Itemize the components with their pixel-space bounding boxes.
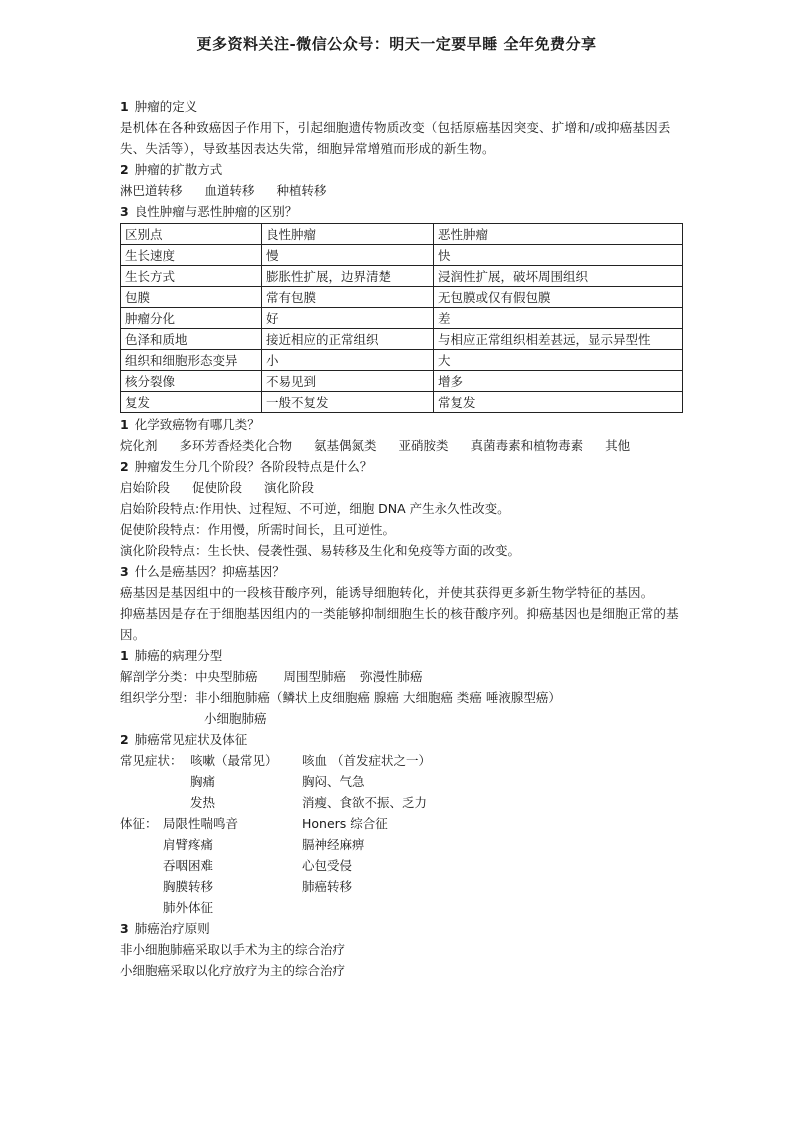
symptom-item: 胸闷、气急 (302, 774, 365, 789)
sign-item: 膈神经麻痹 (302, 837, 365, 852)
list-item: 弥漫性肺癌 (360, 669, 423, 684)
list-item: 血道转移 (204, 183, 255, 198)
section-heading (120, 645, 690, 666)
table-header-row (121, 224, 683, 245)
section-number: 1 (120, 417, 129, 432)
table-cell: 包膜 (121, 287, 262, 308)
list-item: 小细胞肺癌 (204, 711, 267, 726)
section-title: 化学致癌物有哪几类？ (134, 417, 260, 432)
table-header: 恶性肿瘤 (434, 224, 683, 245)
table-row (121, 308, 683, 329)
section-heading (120, 96, 690, 117)
table-cell: 常复发 (434, 392, 683, 413)
table-cell: 组织和细胞形态变异 (121, 350, 262, 371)
stages-list (120, 477, 690, 498)
section-number: 3 (120, 921, 129, 936)
stage-description: 演化阶段特点：生长快、侵袭性强、易转移及生化和免疫等方面的改变。 (120, 543, 521, 558)
field-label: 体征： (120, 816, 158, 831)
table-cell: 无包膜或仅有假包膜 (434, 287, 683, 308)
section-title: 肺癌的病理分型 (134, 648, 223, 663)
list-item: 周围型肺癌 (283, 669, 347, 684)
list-item: 非小细胞肺癌（鳞状上皮细胞癌 腺癌 大细胞癌 类癌 唾液腺型癌） (195, 690, 561, 705)
table-row (121, 371, 683, 392)
section-number: 2 (120, 459, 129, 474)
list-item: 其他 (605, 438, 631, 453)
table-cell: 色泽和质地 (121, 329, 262, 350)
list-item: 种植转移 (276, 183, 327, 198)
anatomical-classification (120, 666, 690, 687)
list-item: 演化阶段 (264, 480, 315, 495)
table-row (121, 350, 683, 371)
list-item: 中央型肺癌 (195, 669, 258, 684)
sign-item: 吞咽困难 (163, 858, 214, 873)
tumor-suppressor-paragraph: 抑癌基因是存在于细胞基因组内的一类能够抑制细胞生长的核苷酸序列。抑癌基因也是细胞正常的基因。 (120, 606, 679, 642)
table-cell: 差 (434, 308, 683, 329)
section-number: 2 (120, 162, 129, 177)
sign-item: 肺外体征 (163, 900, 214, 915)
section-title: 肺癌治疗原则 (134, 921, 210, 936)
table-row (121, 266, 683, 287)
section-heading (120, 456, 690, 477)
sign-item: 心包受侵 (302, 858, 353, 873)
table-header: 区别点 (121, 224, 262, 245)
stage-description: 促使阶段特点：作用慢，所需时间长，且可逆性。 (120, 522, 396, 537)
histological-classification (120, 687, 690, 708)
sign-row (120, 834, 690, 855)
field-label: 解剖学分类： (120, 669, 196, 684)
table-cell: 不易见到 (262, 371, 434, 392)
section-heading (120, 729, 690, 750)
table-cell: 生长方式 (121, 266, 262, 287)
treatment-line: 小细胞癌采取以化疗放疗为主的综合治疗 (120, 963, 346, 978)
section-number: 3 (120, 204, 129, 219)
list-item: 启始阶段 (120, 480, 171, 495)
field-label: 常见症状： (120, 753, 183, 768)
table-cell: 生长速度 (121, 245, 262, 266)
symptom-item: 消瘦、食欲不振、乏力 (302, 795, 428, 810)
symptom-item: 咳血 （首发症状之一） (302, 753, 431, 768)
section-title: 什么是癌基因？抑癌基因？ (134, 564, 285, 579)
symptom-row (120, 792, 690, 813)
table-cell: 膨胀性扩展，边界清楚 (262, 266, 434, 287)
section-number: 1 (120, 99, 129, 114)
sign-item: 局限性喘鸣音 (163, 816, 239, 831)
symptom-item: 胸痛 (190, 774, 216, 789)
table-cell: 肿瘤分化 (121, 308, 262, 329)
table-row (121, 392, 683, 413)
table-row (121, 329, 683, 350)
section-title: 肺癌常见症状及体征 (134, 732, 248, 747)
symptom-row (120, 750, 690, 771)
document-body (120, 96, 690, 981)
table-cell: 好 (262, 308, 434, 329)
table-cell: 与相应正常组织相差甚远，显示异型性 (434, 329, 683, 350)
table-header: 良性肿瘤 (262, 224, 434, 245)
section-title: 肿瘤的扩散方式 (134, 162, 223, 177)
sign-row (120, 855, 690, 876)
list-item: 促使阶段 (192, 480, 243, 495)
symptom-item: 咳嗽（最常见） (190, 753, 278, 768)
list-item: 烷化剂 (120, 438, 158, 453)
treatment-line: 非小细胞肺癌采取以手术为主的综合治疗 (120, 942, 346, 957)
table-row (121, 245, 683, 266)
histological-classification-cont (120, 708, 690, 729)
table-cell: 复发 (121, 392, 262, 413)
section-heading (120, 159, 690, 180)
symptom-row (120, 771, 690, 792)
table-cell: 大 (434, 350, 683, 371)
section-title: 肿瘤发生分几个阶段？各阶段特点是什么？ (134, 459, 373, 474)
sign-item: 胸膜转移 (163, 879, 214, 894)
table-cell: 接近相应的正常组织 (262, 329, 434, 350)
section-heading (120, 414, 690, 435)
sign-item: 肺癌转移 (302, 879, 353, 894)
table-row (121, 287, 683, 308)
section-number: 1 (120, 648, 129, 663)
section-heading (120, 918, 690, 939)
section-number: 2 (120, 732, 129, 747)
section-title: 肿瘤的定义 (134, 99, 198, 114)
section-title: 良性肿瘤与恶性肿瘤的区别？ (134, 204, 298, 219)
section-heading (120, 561, 690, 582)
section-heading (120, 201, 690, 222)
tumor-definition-paragraph: 是机体在各种致癌因子作用下，引起细胞遗传物质改变（包括原癌基因突变、扩增和/或抑癌基因丢失、失活等），导致基因表达失常，细胞异常增殖而形成的新生物。 (120, 120, 671, 156)
table-cell: 增多 (434, 371, 683, 392)
field-label: 组织学分型： (120, 690, 196, 705)
section-number: 3 (120, 564, 129, 579)
oncogene-paragraph: 癌基因是基因组中的一段核苷酸序列，能诱导细胞转化，并使其获得更多新生物学特征的基因。 (120, 585, 654, 600)
table-cell: 核分裂像 (121, 371, 262, 392)
table-cell: 慢 (262, 245, 434, 266)
symptom-item: 发热 (190, 795, 216, 810)
spread-methods-list (120, 180, 690, 201)
stage-description: 启始阶段特点:作用快、过程短、不可逆，细胞 DNA 产生永久性改变。 (120, 501, 510, 516)
list-item: 氨基偶氮类 (314, 438, 377, 453)
list-item: 多环芳香烃类化合物 (179, 438, 293, 453)
sign-row (120, 876, 690, 897)
sign-row (120, 813, 690, 834)
comparison-table (120, 223, 683, 413)
table-cell: 快 (434, 245, 683, 266)
table-cell: 浸润性扩展，破坏周围组织 (434, 266, 683, 287)
sign-item: 肩臂疼痛 (163, 837, 214, 852)
list-item: 真菌毒素和植物毒素 (470, 438, 584, 453)
list-item: 亚硝胺类 (398, 438, 449, 453)
list-item: 淋巴道转移 (120, 183, 183, 198)
sign-row (120, 897, 690, 918)
table-cell: 一般不复发 (262, 392, 434, 413)
table-cell: 小 (262, 350, 434, 371)
sign-item: Honers 综合征 (302, 816, 388, 831)
page-banner: 更多资料关注-微信公众号：明天一定要早睡 全年免费分享 (196, 35, 597, 53)
table-cell: 常有包膜 (262, 287, 434, 308)
carcinogen-list (120, 435, 690, 456)
